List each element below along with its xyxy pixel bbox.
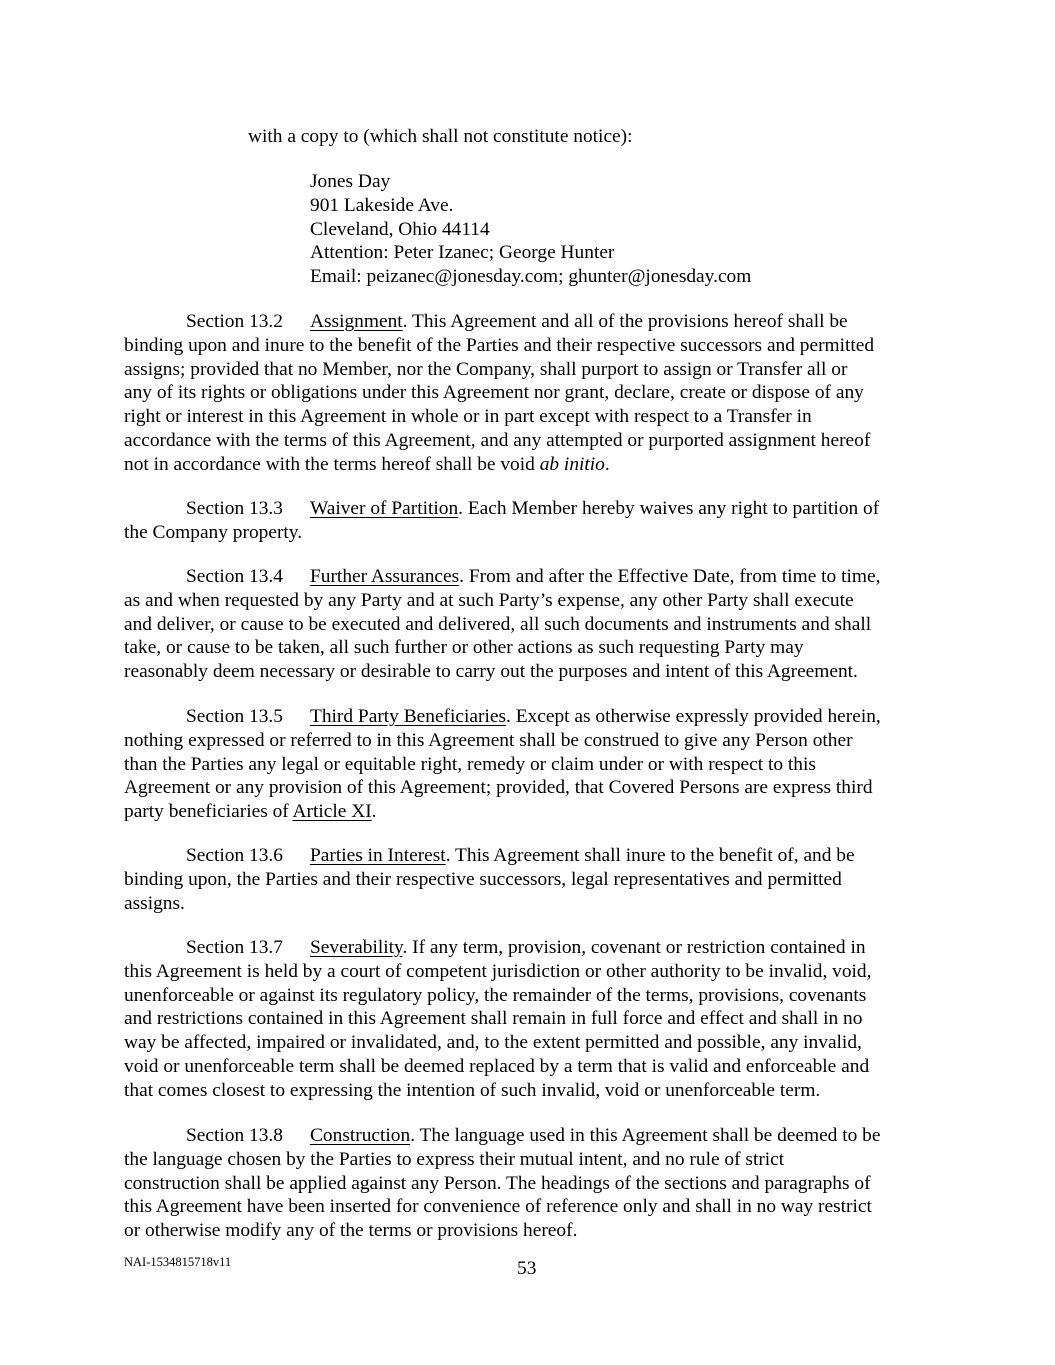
section-text: and deliver, or cause to be executed and delivered, all such documents and instruments and shall: [124, 613, 872, 635]
section-text: assigns.: [124, 892, 185, 914]
section-text: reasonably deem necessary or desirable to carry out the purposes and intent of this Agreement.: [124, 661, 858, 683]
section-text: way be affected, impaired or invalidated, and, to the extent permitted and possible, any invalid,: [124, 1032, 862, 1054]
section-text: Agreement or any provision of this Agreement; provided, that Covered Persons are express third: [124, 777, 873, 799]
section-text: unenforceable or against its regulatory policy, the remainder of the terms, provisions, covenants: [124, 984, 867, 1006]
section-text: any of its rights or obligations under this Agreement nor grant, declare, create or dispose of any: [124, 382, 864, 404]
section-text: that comes closest to expressing the intention of such invalid, void or unenforceable term.: [124, 1079, 821, 1101]
section-text: take, or cause to be taken, all such further or other actions as such requesting Party may: [124, 637, 804, 659]
section-text: the Company property.: [124, 521, 303, 543]
section-text: nothing expressed or referred to in this Agreement shall be construed to give any Person other: [124, 729, 853, 751]
section-text: . From and after the Effective Date, from time to time,: [459, 566, 881, 587]
section-text: . Each Member hereby waives any right to partition of: [458, 498, 880, 519]
section-heading: Severability: [310, 937, 403, 958]
section-text: the language chosen by the Parties to express their mutual intent, and no rule of strict: [124, 1148, 785, 1170]
section-number: Section 13.5: [186, 706, 283, 727]
section-text: party beneficiaries of: [124, 801, 293, 823]
address-attention: Attention: Peter Izanec; George Hunter: [310, 242, 615, 263]
section-heading: Parties in Interest: [310, 845, 446, 866]
section-13-4: [124, 565, 932, 684]
section-13-5: [124, 705, 932, 824]
section-text: . This Agreement shall inure to the benefit of, and be: [445, 845, 855, 866]
section-13-6: [124, 844, 932, 915]
section-text: as and when requested by any Party and at such Party’s expense, any other Party shall execute: [124, 589, 854, 611]
article-xi-link[interactable]: Article XI: [292, 801, 372, 823]
section-text: . This Agreement and all of the provisions hereof shall be: [402, 311, 848, 332]
section-number: Section 13.8: [186, 1125, 283, 1146]
address-email: Email: peizanec@jonesday.com; ghunter@jonesday.com: [310, 266, 752, 287]
section-text: .: [371, 801, 377, 823]
section-text: assigns; provided that no Member, nor the Company, shall purport to assign or Transfer all or: [124, 358, 848, 380]
italic-term: ab initio: [539, 453, 605, 475]
section-text: not in accordance with the terms hereof shall be void: [124, 453, 540, 475]
address-name: Jones Day: [310, 171, 391, 192]
section-13-2: [124, 310, 932, 477]
section-text: accordance with the terms of this Agreement, and any attempted or purported assignment hereof: [124, 429, 871, 451]
page-number: 53: [517, 1258, 537, 1279]
section-heading: Waiver of Partition: [310, 498, 459, 519]
section-text: . Except as otherwise expressly provided herein,: [506, 706, 881, 727]
section-heading: Third Party Beneficiaries: [310, 706, 506, 727]
section-text: this Agreement have been inserted for convenience of reference only and shall in no way restrict: [124, 1196, 872, 1218]
section-text: binding upon and inure to the benefit of the Parties and their respective successors and permitted: [124, 334, 875, 356]
section-text: void or unenforceable term shall be deemed replaced by a term that is valid and enforceable and: [124, 1055, 870, 1077]
section-text: or otherwise modify any of the terms or provisions hereof.: [124, 1220, 578, 1242]
copy-intro: with a copy to (which shall not constitute notice):: [248, 126, 633, 147]
section-text: . The language used in this Agreement shall be deemed to be: [410, 1125, 881, 1146]
section-text: than the Parties any legal or equitable right, remedy or claim under or with respect to this: [124, 753, 816, 775]
section-number: Section 13.2: [186, 311, 283, 332]
section-text: this Agreement is held by a court of competent jurisdiction or other authority to be invalid, void,: [124, 960, 872, 982]
section-heading: Assignment: [310, 311, 403, 332]
section-number: Section 13.7: [186, 937, 283, 958]
document-id: NAI-1534815718v11: [124, 1255, 232, 1269]
section-text: binding upon, the Parties and their respective successors, legal representatives and permitted: [124, 868, 842, 890]
section-heading: Construction: [310, 1125, 411, 1146]
section-13-7: [124, 936, 932, 1103]
section-text: and restrictions contained in this Agreement shall remain in full force and effect and shall in no: [124, 1008, 863, 1030]
section-text: . If any term, provision, covenant or restriction contained in: [402, 937, 866, 958]
section-text: construction shall be applied against any Person. The headings of the sections and paragraphs of: [124, 1172, 871, 1194]
section-heading: Further Assurances: [310, 566, 460, 587]
section-text: .: [604, 453, 610, 475]
section-13-8: [124, 1124, 932, 1243]
section-13-3: [124, 497, 932, 545]
section-number: Section 13.6: [186, 845, 283, 866]
address-city: Cleveland, Ohio 44114: [310, 219, 490, 240]
section-number: Section 13.4: [186, 566, 283, 587]
address-street: 901 Lakeside Ave.: [310, 195, 454, 216]
section-number: Section 13.3: [186, 498, 283, 519]
section-text: right or interest in this Agreement in whole or in part except with respect to a Transfer in: [124, 406, 812, 428]
